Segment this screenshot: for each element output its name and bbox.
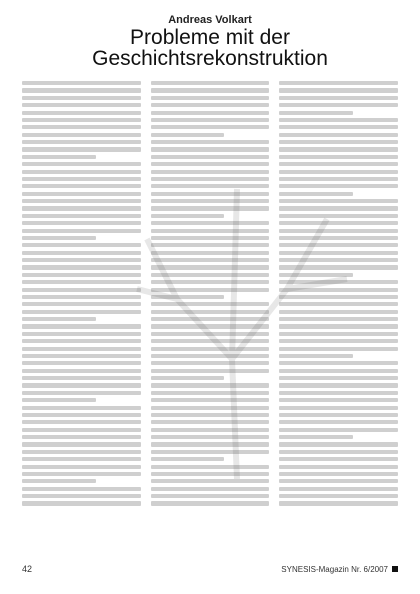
text-line-placeholder (151, 324, 270, 328)
page-number: 42 (22, 564, 33, 574)
text-line-placeholder (151, 501, 270, 505)
text-line-placeholder (22, 339, 141, 343)
text-line-placeholder (22, 192, 141, 196)
text-line-placeholder (151, 369, 270, 373)
text-line-placeholder (151, 406, 270, 410)
text-line-placeholder (151, 398, 270, 402)
text-line-placeholder (151, 354, 270, 358)
text-line-placeholder (151, 118, 270, 122)
text-line-placeholder (22, 147, 141, 151)
text-line-placeholder (22, 243, 141, 247)
text-line-placeholder (151, 192, 270, 196)
text-line-placeholder (279, 324, 398, 328)
text-line-placeholder (151, 472, 270, 476)
text-line-placeholder (22, 81, 141, 85)
text-line-placeholder (279, 192, 353, 196)
text-line-placeholder (22, 420, 141, 424)
text-line-placeholder (151, 199, 270, 203)
text-line-placeholder (151, 442, 270, 446)
article-body (22, 79, 398, 547)
text-line-placeholder (279, 170, 398, 174)
text-line-placeholder (22, 140, 141, 144)
text-line-placeholder (22, 162, 141, 166)
text-line-placeholder (22, 199, 141, 203)
text-line-placeholder (151, 81, 270, 85)
text-line-placeholder (279, 214, 398, 218)
text-line-placeholder (279, 280, 398, 284)
text-line-placeholder (279, 310, 398, 314)
text-line-placeholder (279, 376, 398, 380)
text-line-placeholder (151, 487, 270, 491)
text-line-placeholder (279, 413, 398, 417)
text-line-placeholder (22, 221, 141, 225)
text-line-placeholder (151, 302, 270, 306)
text-line-placeholder (279, 147, 398, 151)
text-line-placeholder (22, 406, 141, 410)
text-line-placeholder (151, 243, 270, 247)
text-line-placeholder (279, 265, 398, 269)
text-line-placeholder (279, 391, 398, 395)
text-line-placeholder (151, 133, 225, 137)
footer-right (281, 565, 398, 574)
text-line-placeholder (279, 302, 398, 306)
text-line-placeholder (279, 494, 398, 498)
text-line-placeholder (22, 501, 141, 505)
text-line-placeholder (22, 302, 141, 306)
text-line-placeholder (22, 369, 141, 373)
title-line-2: Geschichtsrekonstruktion (92, 47, 328, 70)
text-line-placeholder (22, 324, 141, 328)
text-line-placeholder (279, 435, 353, 439)
text-line-placeholder (22, 435, 141, 439)
text-line-placeholder (22, 88, 141, 92)
text-line-placeholder (22, 479, 96, 483)
text-line-placeholder (22, 494, 141, 498)
column-3 (279, 79, 398, 547)
column-2-text-lines (151, 81, 270, 506)
text-line-placeholder (22, 376, 141, 380)
text-line-placeholder (279, 140, 398, 144)
text-line-placeholder (22, 206, 141, 210)
text-line-placeholder (22, 450, 141, 454)
text-line-placeholder (279, 479, 398, 483)
text-line-placeholder (151, 147, 270, 151)
text-line-placeholder (22, 295, 141, 299)
text-line-placeholder (22, 214, 141, 218)
text-line-placeholder (279, 221, 398, 225)
text-line-placeholder (151, 332, 270, 336)
text-line-placeholder (279, 273, 353, 277)
text-line-placeholder (22, 155, 96, 159)
text-line-placeholder (151, 295, 225, 299)
text-line-placeholder (22, 457, 141, 461)
text-line-placeholder (151, 457, 225, 461)
text-line-placeholder (22, 258, 141, 262)
text-line-placeholder (279, 81, 398, 85)
text-line-placeholder (22, 170, 141, 174)
text-line-placeholder (151, 347, 270, 351)
text-line-placeholder (22, 251, 141, 255)
text-line-placeholder (279, 251, 398, 255)
title-line-1: Probleme mit der (130, 26, 290, 49)
text-line-placeholder (22, 442, 141, 446)
text-line-placeholder (279, 133, 398, 137)
text-line-placeholder (279, 354, 353, 358)
text-line-placeholder (151, 413, 270, 417)
text-line-placeholder (279, 420, 398, 424)
text-line-placeholder (151, 236, 270, 240)
text-line-placeholder (279, 369, 398, 373)
text-line-placeholder (151, 184, 270, 188)
text-line-placeholder (22, 229, 141, 233)
text-line-placeholder (151, 435, 270, 439)
text-line-placeholder (151, 428, 270, 432)
text-line-placeholder (151, 96, 270, 100)
article-author: Andreas Volkart (168, 14, 252, 26)
text-line-placeholder (22, 354, 141, 358)
text-line-placeholder (279, 155, 398, 159)
text-line-placeholder (22, 398, 96, 402)
text-line-placeholder (22, 103, 141, 107)
text-line-placeholder (279, 96, 398, 100)
text-line-placeholder (279, 428, 398, 432)
text-line-placeholder (22, 133, 141, 137)
text-line-placeholder (151, 273, 270, 277)
text-line-placeholder (151, 103, 270, 107)
text-line-placeholder (22, 118, 141, 122)
text-line-placeholder (279, 111, 353, 115)
text-line-placeholder (151, 111, 270, 115)
text-line-placeholder (279, 406, 398, 410)
text-line-placeholder (151, 170, 270, 174)
text-line-placeholder (151, 88, 270, 92)
text-line-placeholder (22, 383, 141, 387)
text-line-placeholder (22, 413, 141, 417)
text-line-placeholder (279, 442, 398, 446)
text-line-placeholder (22, 391, 141, 395)
text-line-placeholder (151, 317, 270, 321)
text-line-placeholder (279, 332, 398, 336)
text-line-placeholder (151, 310, 270, 314)
text-line-placeholder (22, 184, 141, 188)
text-line-placeholder (22, 177, 141, 181)
text-line-placeholder (151, 383, 270, 387)
text-line-placeholder (22, 236, 96, 240)
text-line-placeholder (279, 361, 398, 365)
text-line-placeholder (279, 465, 398, 469)
text-line-placeholder (151, 361, 270, 365)
text-line-placeholder (279, 243, 398, 247)
text-line-placeholder (279, 398, 398, 402)
text-line-placeholder (151, 494, 270, 498)
text-line-placeholder (22, 347, 141, 351)
text-line-placeholder (151, 251, 270, 255)
text-line-placeholder (22, 317, 96, 321)
text-line-placeholder (151, 265, 270, 269)
text-line-placeholder (279, 199, 398, 203)
text-line-placeholder (151, 214, 225, 218)
text-line-placeholder (151, 450, 270, 454)
article-title (22, 27, 398, 69)
text-line-placeholder (151, 221, 270, 225)
text-line-placeholder (151, 479, 270, 483)
column-2 (151, 79, 270, 547)
text-line-placeholder (279, 184, 398, 188)
text-line-placeholder (279, 236, 398, 240)
text-line-placeholder (151, 420, 270, 424)
text-line-placeholder (151, 339, 270, 343)
text-line-placeholder (22, 96, 141, 100)
text-line-placeholder (22, 273, 141, 277)
text-line-placeholder (22, 111, 141, 115)
text-line-placeholder (22, 310, 141, 314)
text-line-placeholder (279, 288, 398, 292)
text-line-placeholder (279, 450, 398, 454)
text-line-placeholder (22, 332, 141, 336)
text-line-placeholder (22, 280, 141, 284)
text-line-placeholder (151, 162, 270, 166)
text-line-placeholder (279, 339, 398, 343)
column-1-text-lines (22, 81, 141, 506)
text-line-placeholder (151, 229, 270, 233)
text-line-placeholder (279, 125, 398, 129)
text-line-placeholder (279, 472, 398, 476)
column-1 (22, 79, 141, 547)
text-line-placeholder (151, 280, 270, 284)
text-line-placeholder (22, 465, 141, 469)
text-line-placeholder (279, 317, 398, 321)
text-line-placeholder (151, 206, 270, 210)
text-line-placeholder (151, 288, 270, 292)
text-line-placeholder (279, 347, 398, 351)
text-line-placeholder (279, 206, 398, 210)
text-line-placeholder (151, 391, 270, 395)
text-line-placeholder (279, 258, 398, 262)
text-line-placeholder (279, 103, 398, 107)
text-line-placeholder (279, 177, 398, 181)
text-line-placeholder (279, 501, 398, 505)
text-line-placeholder (279, 383, 398, 387)
text-line-placeholder (279, 118, 398, 122)
text-line-placeholder (151, 465, 270, 469)
text-line-placeholder (279, 162, 398, 166)
text-line-placeholder (151, 125, 270, 129)
text-line-placeholder (279, 457, 398, 461)
text-line-placeholder (151, 177, 270, 181)
page-footer (22, 562, 398, 576)
text-line-placeholder (22, 487, 141, 491)
column-3-text-lines (279, 81, 398, 506)
text-line-placeholder (279, 88, 398, 92)
text-line-placeholder (151, 155, 270, 159)
text-line-placeholder (279, 229, 398, 233)
text-line-placeholder (22, 472, 141, 476)
text-line-placeholder (22, 361, 141, 365)
text-line-placeholder (151, 258, 270, 262)
text-line-placeholder (151, 376, 225, 380)
text-line-placeholder (151, 140, 270, 144)
text-line-placeholder (22, 265, 141, 269)
text-line-placeholder (279, 295, 398, 299)
text-line-placeholder (279, 487, 398, 491)
text-line-placeholder (22, 125, 141, 129)
end-of-article-mark (392, 566, 398, 572)
text-line-placeholder (22, 288, 141, 292)
magazine-name: SYNESIS-Magazin Nr. 6/2007 (281, 564, 388, 574)
text-line-placeholder (22, 428, 141, 432)
